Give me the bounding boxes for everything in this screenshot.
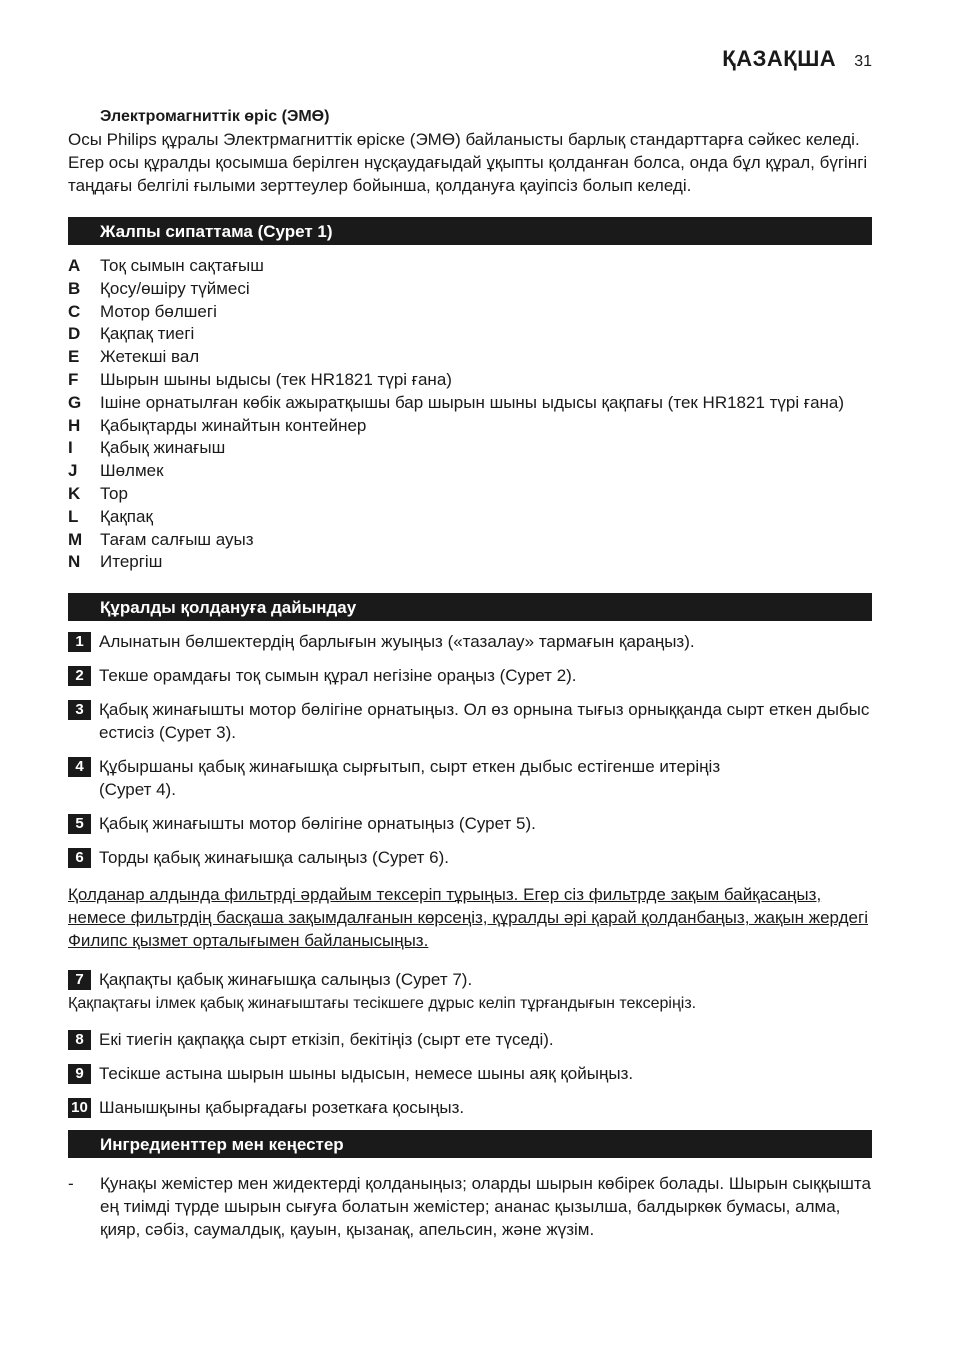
step-item: 9 Тесікше астына шырын шыны ыдысын, немесе шыны аяқ қойыңыз. xyxy=(68,1062,872,1085)
list-item: N Итергіш xyxy=(68,552,163,572)
filter-warning: Қолданар алдында фильтрді әрдайым тексеріп тұрыңыз. Егер сіз фильтрде зақым байқасаңыз, немесе фильтрдің басқаша зақымдалғанын көрсеңіз, құралды әрі қарай қолданбаңыз, жақын жердегі Филипс қызмет орталығымен байланысыңыз. xyxy=(68,885,868,951)
preparing-heading: Құралды қолдануға дайындау xyxy=(68,593,872,621)
list-item: B Қосу/өшіру түймесі xyxy=(68,278,250,298)
step-item: 4 Құбыршаны қабық жинағышқа сырғытып, сырт еткен дыбыс естігенше итеріңіз (Сурет 4). xyxy=(68,755,872,801)
step-note: Қақпақтағы ілмек қабық жинағыштағы тесікшеге дұрыс келіп тұрғандығын тексеріңіз. xyxy=(68,995,697,1013)
list-item: E Жетекші вал xyxy=(68,347,200,367)
list-item: A Тоқ сымын сақтағыш xyxy=(68,256,264,275)
ingredients-heading: Ингредиенттер мен кеңестер xyxy=(68,1130,872,1158)
step-number: 7 xyxy=(68,970,91,990)
list-item: L Қақпақ xyxy=(68,506,153,526)
list-item: F Шырын шыны ыдысы (тек HR1821 түрі ғана) xyxy=(68,369,452,389)
list-item: I Қабық жинағыш xyxy=(68,438,226,458)
step-number: 8 xyxy=(68,1030,91,1050)
step-number: 1 xyxy=(68,632,91,652)
steps-list xyxy=(68,630,872,1119)
step-item: 6 Торды қабық жинағышқа салыңыз (Сурет 6). xyxy=(68,846,872,869)
list-item: H Қабықтарды жинайтын контейнер xyxy=(68,415,367,435)
list-item: C Мотор бөлшегі xyxy=(68,301,217,321)
step-number: 10 xyxy=(68,1098,91,1118)
step-number: 4 xyxy=(68,757,91,777)
step-number: 6 xyxy=(68,848,91,868)
list-item: M Тағам салғыш ауыз xyxy=(68,529,254,549)
list-item: - Қунақы жемістер мен жидектерді қолданыңыз; оларды шырын көбірек болады. Шырын сыққышта ең тиімді түрде шырын сығуға болатын жемістер; ананас қызылша, балдыркөк бумасы, алма, қияр, сәбіз, саумалдық, қауын, қызанақ, апельсин, және жүзім. xyxy=(68,1174,871,1240)
step-item: 5 Қабық жинағышты мотор бөлігіне орнатыңыз (Сурет 5). xyxy=(68,812,872,835)
page-content xyxy=(68,106,872,1241)
language-label: ҚАЗАҚША xyxy=(722,46,837,71)
step-number: 3 xyxy=(68,700,91,720)
step-number: 9 xyxy=(68,1064,91,1084)
tips-list xyxy=(68,1172,872,1241)
list-item: G Ішіне орнатылған көбік ажыратқышы бар шырын шыны ыдысы қақпағы (тек HR1821 түрі ғана) xyxy=(68,392,845,412)
list-item: D Қақпақ тиегі xyxy=(68,324,195,344)
list-item: J Шөлмек xyxy=(68,461,164,481)
parts-list xyxy=(68,255,872,574)
emf-heading: Электромагниттік өріс (ЭМӨ) xyxy=(100,108,330,125)
page-header xyxy=(722,46,872,76)
list-item: K Тор xyxy=(68,483,128,503)
step-item: 1 Алынатын бөлшектердің барлығын жуыңыз («тазалау» тармағын қараңыз). xyxy=(68,630,872,653)
step-item: 2 Текше орамдағы тоқ сымын құрал негізіне ораңыз (Сурет 2). xyxy=(68,664,872,687)
step-number: 5 xyxy=(68,814,91,834)
step-number: 2 xyxy=(68,666,91,686)
step-item: 10 Шанышқыны қабырғадағы розеткаға қосыңыз. xyxy=(68,1096,872,1119)
emf-paragraph: Осы Philips құралы Электрмагниттік өріске (ЭМӨ) байланысты барлық стандарттарға сәйкес келеді. Егер осы құралды қосымша берілген нұсқаудағыдай ұқыпты қолданған болса, онда бұл құрал, бүгінгі таңдағы белгілі ғылыми зерттеулер бойынша, қолдануға қауіпсіз болып келеді. xyxy=(68,130,868,195)
page-number: 31 xyxy=(854,53,872,70)
step-item: 8 Екі тиегін қақпаққа сырт еткізіп, бекітіңіз (сырт ете түседі). xyxy=(68,1028,872,1051)
step-item: 3 Қабық жинағышты мотор бөлігіне орнатыңыз. Ол өз орнына тығыз орныққанда сырт еткен дыбыс естисіз (Сурет 3). xyxy=(68,698,872,744)
step-item: 7 Қақпақты қабық жинағышқа салыңыз (Сурет 7). xyxy=(68,968,872,991)
general-description-heading: Жалпы сипаттама (Сурет 1) xyxy=(68,217,872,245)
